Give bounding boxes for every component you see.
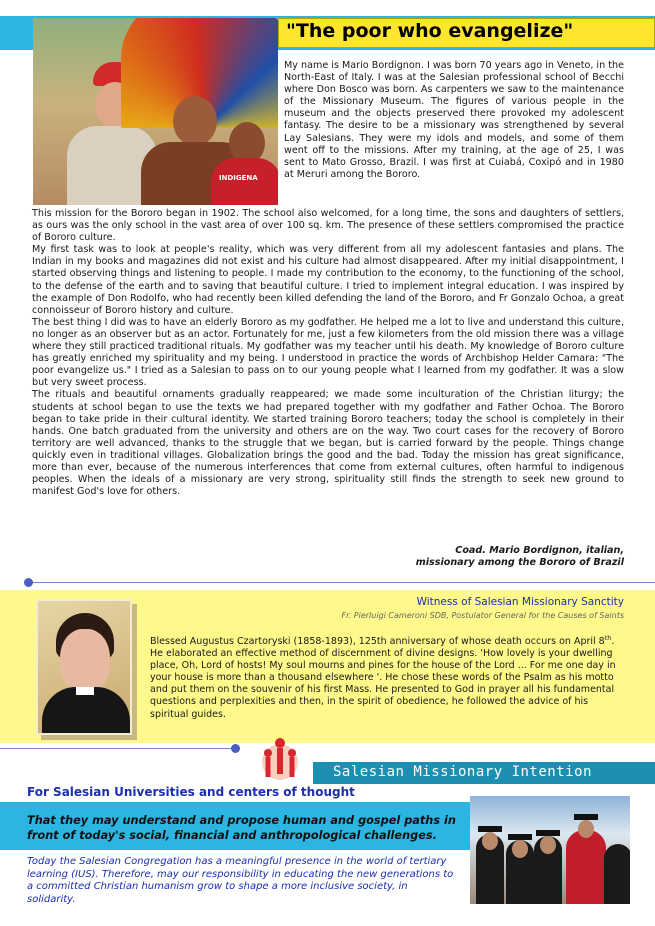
witness-text [150,633,624,721]
witness-text-part: Blessed Augustus Czartoryski (1858-1893), 125th anniversary of whose death occurs on April 8 [150,636,605,647]
graduate-face [482,832,498,850]
prayer-text: That they may understand and propose human and gospel paths in front of today's social, financial and anthropological challenges. [27,814,456,842]
article-paragraph: The rituals and beautiful ornaments gradually reappeared; we made some inculturation of the Christian liturgy; the students at school began to use the texts we had prepared together with my godfather and Father Ochoa. The Bororo began to take pride in their cultural identity. We started training Bororo teachers; today the school is completely in their hands. One batch graduated from the university and others are on the way. Two court cases for the recovery of Bororo territory are well advanced, thanks to the struggle that we began, but is carried forward by the people. Things change quickly even in traditional villages. Globalization brings the good and the bad. Today the mission has great significance, more than ever, because of the numerous interferences that come from external cultures, often harmful to indigenous peoples. When the ideals of a missionary are very strong, spirituality still finds the strength to seek new ground to manifest God's love for others. [32,389,624,498]
article-paragraph: This mission for the Bororo began in 1902. The school also welcomed, for a long time, the sons and daughters of settlers, as ours was the only school in the vast area of over 100 sq. km. The presence of these settlers compromised the practice of Bororo culture. [32,208,624,244]
person-head [173,96,217,146]
graduate-face [578,820,594,838]
person-body [211,158,278,205]
missionary-photo [33,18,278,205]
witness-sup: th [604,633,612,642]
article-paragraph: The best thing I did was to have an elderly Bororo as my godfather. He helped me a lot to live and understand this culture, no longer as an observer but as an actor. Fortunately for me, just a few kilometers from the old mission there was a village where they still practiced traditional rituals. My godfather was my teacher until his death. My knowledge of Bororo culture has greatly enriched my spirituality and my being. I understood in practice the words of Archbishop Helder Camara: "The poor evangelize us." I tried as a Salesian to pass on to our young people what I learned from my godfather. It was a slow but very sweet process. [32,316,624,389]
graduate-face [512,840,528,858]
graduates-photo [470,796,630,904]
separator-line [30,582,655,583]
signature [416,545,624,569]
signature-line: Coad. Mario Bordignon, italian, [455,545,624,556]
page-title: "The poor who evangelize" [286,20,574,42]
portrait-collar [76,687,94,695]
witness-text-part: . He elaborated an effective method of discernment of divine designs. 'How lovely is your dwelling place, Oh, Lord of hosts! My soul mourns and pines for the house of the Lord ... For me one day in your house is more than a thousand elsewhere '. He chose these words of the Psalm as his motto and put them on the souvenir of his first Mass. He presented to God in prayer all his fundamental questions and perplexities and then, in the spirit of obedience, he followed the advice of his spiritual guides. [150,636,616,720]
separator-dot [231,744,240,753]
graduate-face [540,836,556,854]
blessed-portrait [36,599,132,735]
graduate [604,844,630,904]
salesian-missions-logo-icon [258,736,302,788]
separator-line [0,748,232,749]
article-paragraph: My first task was to look at people's reality, which was very different from all my adolescent fantasies and plans. The Indian in my books and magazines did not exist and his culture had almost disappeared. After my initial disappointment, I started observing things and listening to people. I made my contribution to the economy, to the functioning of the school, to the defense of the earth and to saving that beautiful culture. I tried to implement integral education. I was inspired by the example of Don Rodolfo, who had recently been killed defending the land of the Bororo, and Fr Gonzalo Ochoa, a great connoisseur of Bororo history and culture. [32,244,624,316]
graduate-red-gown [566,830,606,904]
intro-text: My name is Mario Bordignon. I was born 70 years ago in Veneto, in the North-East of Italy. I was at the Salesian professional school of Becchi where Don Bosco was born. As carpenters we saw to the maintenance of the Missionary Museum. The figures of various people in the museum and the objects preserved there provoked my adolescent fantasy. The desire to be a missionary was strengthened by several Lay Salesians. They were my idols and models, and some of them went off to the missions. After my training, at the age of 25, I was sent to Mato Grosso, Brazil. I was first at Cuiabá, Coxipó and in 1980 at Meruri among the Bororo. [284,60,624,180]
witness-title: Witness of Salesian Missionary Sanctity [416,596,624,608]
intention-body: Today the Salesian Congregation has a meaningful presence in the world of tertiary learning (IUS). Therefore, may our responsibility in educating the new generations to a committed Christian humanism grow to shape a more inclusive society, in solidarity. [27,856,454,906]
intention-title: For Salesian Universities and centers of thought [27,785,355,799]
intention-band-label: Salesian Missionary Intention [333,764,592,780]
separator-dot [24,578,33,587]
shirt-text: INDIGENA [219,174,258,182]
signature-line: missionary among the Bororo of Brazil [415,557,624,569]
portrait-face [60,629,110,693]
article-body [32,208,624,498]
witness-subtitle: Fr. Pierluigi Cameroni SDB, Postulator General for the Causes of Saints [341,611,624,620]
